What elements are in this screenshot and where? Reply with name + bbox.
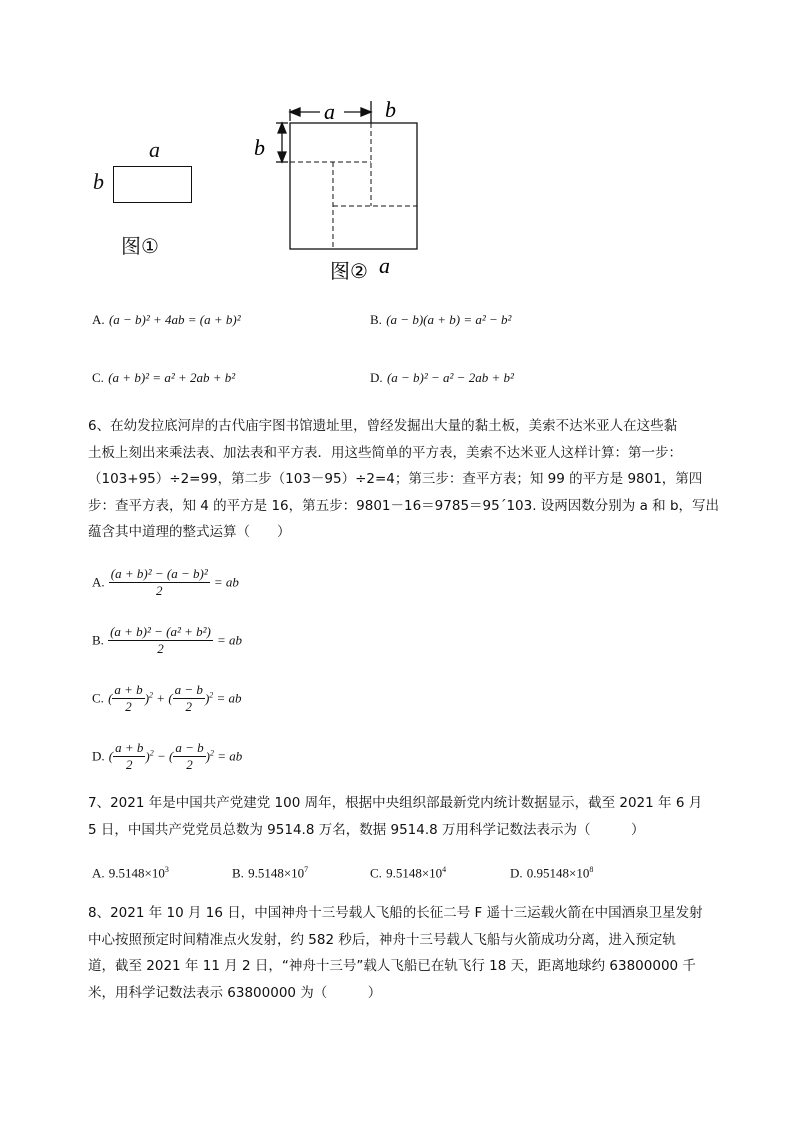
fraction-denominator: 2 — [126, 757, 133, 772]
option-expr: (a + b)² = a² + 2ab + b² — [108, 370, 236, 385]
option-label: C. — [92, 690, 104, 706]
q7-option-c[interactable] — [370, 857, 446, 887]
option-label: B. — [370, 312, 382, 327]
fraction-denominator: 2 — [185, 699, 193, 714]
figure-1-label-a: a — [149, 137, 160, 162]
option-expr: (a − b)(a + b) = a² − b² — [386, 312, 512, 327]
fraction-numerator: a + b — [114, 682, 143, 697]
q6-option-c[interactable] — [92, 682, 242, 715]
figure-1-rectangle — [113, 166, 192, 203]
paren: )$^2$ — [204, 690, 214, 706]
fraction — [112, 682, 144, 715]
paren: )$^2$ — [205, 748, 214, 764]
fraction-denominator: 2 — [186, 757, 193, 772]
option-label: D. — [510, 865, 523, 881]
option-base: 9.5148×10 — [248, 865, 305, 881]
option-rhs: = ab — [216, 690, 242, 706]
q5-option-a[interactable] — [92, 307, 241, 333]
figure-2-arrow-b — [276, 123, 288, 162]
fraction-numerator: a − b — [175, 740, 204, 755]
q7-option-d[interactable] — [510, 857, 593, 887]
operator: − — [157, 748, 166, 764]
q5-option-b[interactable] — [370, 307, 511, 333]
q7-option-a[interactable] — [92, 857, 169, 887]
fraction-numerator: (a + b)² − (a² + b²) — [110, 624, 211, 639]
fraction-denominator: 2 — [125, 699, 132, 714]
option-rhs: = ab — [213, 574, 239, 590]
q6-line: 土板上刻出来乘法表、加法表和平方表．用这些简单的平方表，美索不达米亚人这样计算：第一步： — [88, 444, 682, 461]
paren: ( — [108, 748, 114, 764]
figure-2-label-b-left: b — [254, 135, 265, 160]
figure-2-label-b-top: b — [385, 97, 396, 122]
paren: ( — [108, 690, 113, 706]
figure-2-label-a-bottom: a — [379, 253, 390, 278]
option-exponent: 4 — [442, 865, 447, 874]
figure-1-label-b: b — [93, 169, 104, 194]
option-base: 9.5148×10 — [108, 865, 165, 881]
figure-2-label-a-top: a — [324, 99, 335, 124]
q6-option-a[interactable] — [92, 566, 239, 599]
option-label: A. — [92, 574, 105, 590]
option-rhs: = ab — [217, 748, 243, 764]
q6-line: 蕴含其中道理的整式运算（ ） — [88, 524, 291, 540]
q6-line: （103+95）÷2=99，第二步（103－95）÷2=4；第三步：查平方表；知 99 的平方是 9801，第四 — [88, 471, 703, 487]
option-label: C. — [370, 865, 382, 881]
question-6 — [88, 413, 748, 546]
q6-option-b[interactable] — [92, 624, 242, 657]
figure-2-dashed-lines — [290, 123, 417, 249]
paren: )$^2$ — [145, 748, 154, 764]
fraction — [173, 740, 205, 773]
q6-line: 步：查平方表，知 4 的平方是 16，第五步：9801－16＝9785＝95´103. 设两因数分别为 a 和 b，写出 — [88, 497, 720, 514]
q5-option-c[interactable] — [92, 365, 235, 391]
option-label: D. — [92, 748, 105, 764]
figure-2-caption: 图② — [330, 259, 368, 283]
fraction — [109, 566, 210, 599]
option-label: A. — [92, 312, 105, 327]
figure-2-outer-square — [290, 123, 417, 249]
paren: ( — [165, 748, 174, 764]
q8-line: 道，截至 2021 年 11 月 2 日，“神舟十三号”载人飞船已在轨飞行 18 天，距离地球约 63800000 千 — [88, 958, 696, 974]
question-8 — [88, 900, 748, 1006]
q7-line: 5 日，中国共产党党员总数为 9514.8 万名，数据 9514.8 万用科学记数法表示为（ ） — [88, 821, 645, 838]
figure-1-caption: 图① — [121, 234, 159, 258]
option-label: B. — [92, 632, 104, 648]
option-exponent: 3 — [164, 865, 169, 874]
q8-line: 米，用科学记数法表示 63800000 为（ ） — [88, 984, 382, 1001]
q7-option-b[interactable] — [232, 857, 308, 887]
q5-option-d[interactable] — [370, 365, 514, 391]
option-label: D. — [370, 370, 383, 385]
fraction — [173, 682, 205, 715]
fraction-denominator: 2 — [157, 641, 164, 656]
fraction — [108, 624, 213, 657]
paren: ( — [165, 690, 173, 706]
fraction-numerator: a + b — [115, 740, 144, 755]
q6-line: 6、在幼发拉底河岸的古代庙宇图书馆遗址里，曾经发掘出大量的黏土板，美索不达米亚人在这些黏 — [88, 418, 678, 434]
option-label: A. — [92, 865, 105, 881]
q6-option-d[interactable] — [92, 740, 242, 773]
option-expr: (a − b)² − a² − 2ab + b² — [386, 370, 514, 385]
q8-line: 8、2021 年 10 月 16 日，中国神舟十三号载人飞船的长征二号 F 遥十三运载火箭在中国酒泉卫星发射 — [88, 905, 703, 921]
option-label: B. — [232, 865, 244, 881]
question-7 — [88, 790, 748, 843]
fraction — [113, 740, 145, 773]
option-exponent: 8 — [589, 865, 594, 874]
fraction-denominator: 2 — [156, 583, 163, 598]
operator: + — [156, 690, 166, 706]
figure-2 — [240, 95, 440, 290]
q7-line: 7、2021 年是中国共产党建党 100 周年，根据中央组织部最新党内统计数据显示，截至 2021 年 6 月 — [88, 795, 703, 811]
fraction-numerator: a − b — [174, 682, 203, 697]
option-base: 0.95148×10 — [526, 865, 590, 881]
fraction-numerator: (a + b)² − (a − b)² — [110, 566, 208, 581]
option-base: 9.5148×10 — [386, 865, 443, 881]
option-label: C. — [92, 370, 104, 385]
paren: )$^2$ — [144, 690, 154, 706]
option-rhs: = ab — [217, 632, 243, 648]
q8-line: 中心按照预定时间精准点火发射，约 582 秒后，神舟十三号载人飞船与火箭成功分离，进入预定轨 — [88, 931, 676, 948]
option-expr: (a − b)² + 4ab = (a + b)² — [108, 312, 241, 327]
figure-1 — [85, 135, 205, 265]
option-exponent: 7 — [304, 865, 309, 874]
